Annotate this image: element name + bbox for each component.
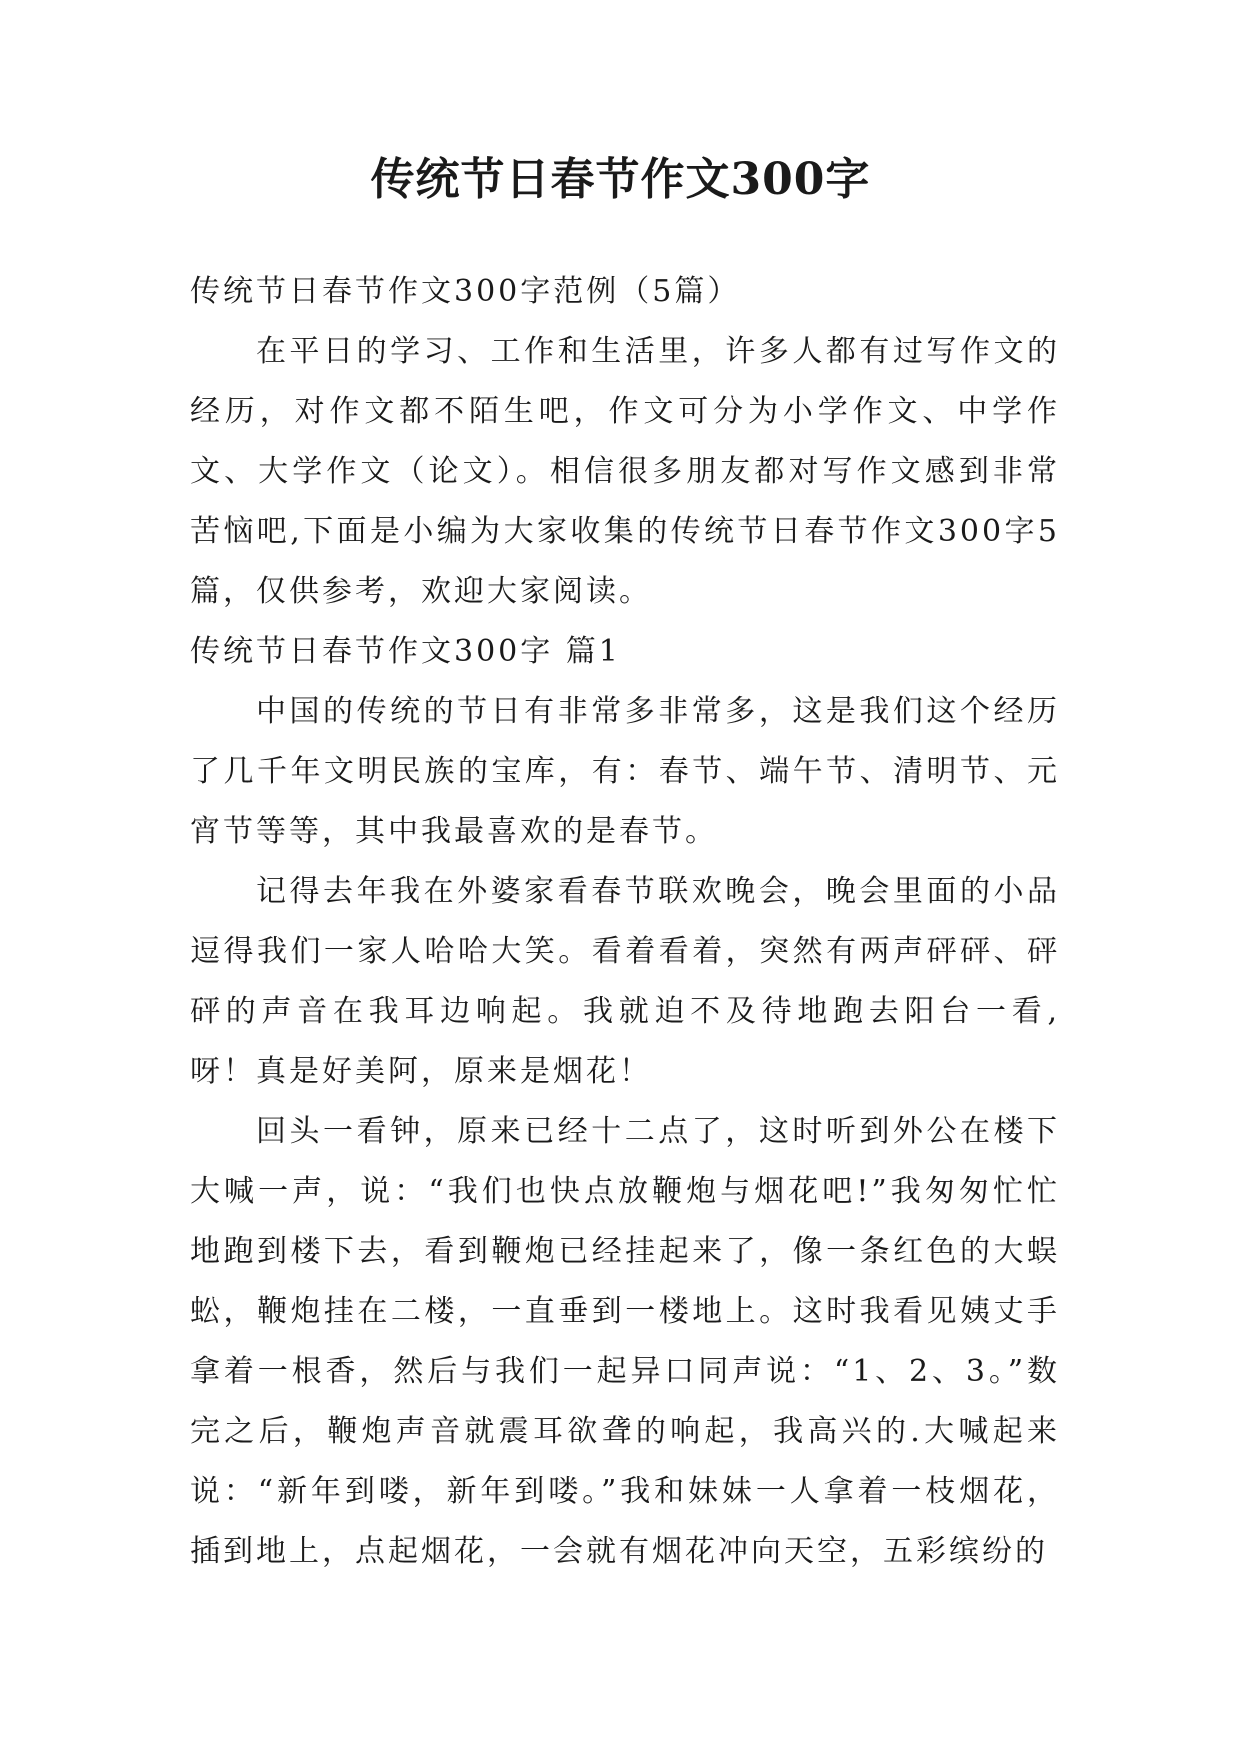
body-paragraph-1: 中国的传统的节日有非常多非常多，这是我们这个经历了几千年文明民族的宝库，有：春节、端午节、清明节、元宵节等等，其中我最喜欢的是春节。 bbox=[190, 694, 1060, 849]
document-subtitle: 传统节日春节作文300字范例（5篇） bbox=[190, 274, 741, 309]
body-paragraph-3: 回头一看钟，原来已经十二点了，这时听到外公在楼下大喊一声，说：“我们也快点放鞭炮与烟花吧!”我匆匆忙忙地跑到楼下去，看到鞭炮已经挂起来了，像一条红色的大蜈蚣，鞭炮挂在二楼，一直垂到一楼地上。这时我看见姨丈手拿着一根香，然后与我们一起异口同声说：“1、2、3。”数完之后，鞭炮声音就震耳欲聋的响起，我高兴的.大喊起来说：“新年到喽，新年到喽。”我和妹妹一人拿着一枝烟花，插到地上，点起烟花，一会就有烟花冲向天空，五彩缤纷的 bbox=[190, 1114, 1060, 1569]
body-paragraph-2: 记得去年我在外婆家看春节联欢晚会，晚会里面的小品逗得我们一家人哈哈大笑。看着看着，突然有两声砰砰、砰砰的声音在我耳边响起。我就迫不及待地跑去阳台一看,呀！真是好美阿，原来是烟花！ bbox=[190, 874, 1060, 1089]
section-heading: 传统节日春节作文300字 篇1 bbox=[190, 634, 621, 669]
intro-paragraph: 在平日的学习、工作和生活里，许多人都有过写作文的经历，对作文都不陌生吧，作文可分为小学作文、中学作文、大学作文（论文）。相信很多朋友都对写作文感到非常苦恼吧,下面是小编为大家收集的传统节日春节作文300字5篇，仅供参考，欢迎大家阅读。 bbox=[190, 334, 1060, 609]
document-title: 传统节日春节作文300字 bbox=[370, 154, 871, 205]
document-body bbox=[190, 262, 1060, 1582]
